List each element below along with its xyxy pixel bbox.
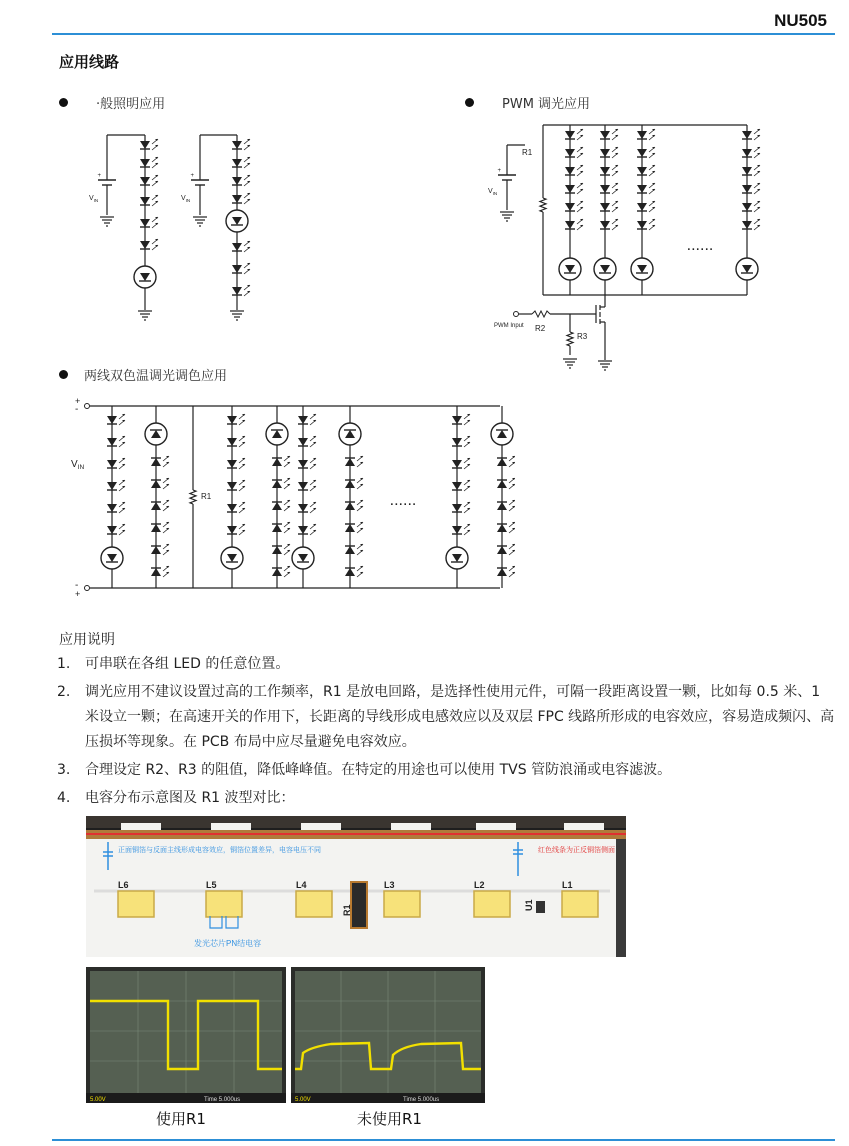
led-diode [107, 524, 125, 535]
regulator-ic [221, 547, 243, 569]
regulator-ic [134, 266, 156, 288]
led-diode [232, 157, 250, 168]
regulator-ic [594, 258, 616, 280]
pwm-input-label: PWM Input [494, 323, 524, 329]
r3-label: R3 [577, 332, 588, 341]
pcb-led-label: L2 [474, 880, 485, 890]
bullet-general-lighting [59, 93, 165, 112]
note-item [57, 786, 837, 811]
led-diode [151, 456, 169, 467]
bullet-icon [59, 98, 68, 107]
led-diode [565, 219, 583, 230]
led-diode [107, 480, 125, 491]
led-diode [742, 165, 760, 176]
bullet-label: PWM 调光应用 [502, 97, 591, 112]
led-diode [600, 219, 618, 230]
pcb-led-label: L6 [118, 880, 129, 890]
led-diode [151, 522, 169, 533]
led-diode [298, 414, 316, 425]
led-diode [565, 201, 583, 212]
caption-with-r1: 使用R1 [156, 1110, 206, 1128]
led-diode [151, 544, 169, 555]
led-diode [140, 239, 158, 250]
vin-label: $V_{IN}$ [181, 195, 191, 203]
r2-resistor [532, 311, 550, 317]
led-diode [298, 502, 316, 513]
led-diode [345, 456, 363, 467]
led-diode [565, 183, 583, 194]
dual-cct-circuit [65, 390, 515, 600]
led-diode [452, 480, 470, 491]
led-diode [742, 219, 760, 230]
general-lighting-circuit [85, 125, 270, 325]
led-diode [637, 147, 655, 158]
led-diode [345, 566, 363, 577]
led-diode [452, 436, 470, 447]
regulator-ic [145, 423, 167, 445]
r2-label: R2 [535, 324, 546, 333]
led-diode [565, 129, 583, 140]
caption-without-r1: 未使用R1 [357, 1110, 422, 1128]
pcb-led-label: L3 [384, 880, 395, 890]
regulator-ic [631, 258, 653, 280]
plus-sign: + [97, 173, 101, 179]
led-diode [272, 456, 290, 467]
pcb-led-label: L1 [562, 880, 573, 890]
led-diode [140, 175, 158, 186]
led-diode [140, 217, 158, 228]
r3-resistor [567, 323, 573, 355]
led-diode [227, 502, 245, 513]
bullet-icon [59, 370, 68, 379]
pcb-illustration [86, 816, 626, 957]
led-diode [600, 147, 618, 158]
plus-sign: + [75, 589, 81, 599]
led-diode [742, 147, 760, 158]
led-diode [232, 241, 250, 252]
footer-rule [52, 1139, 835, 1141]
led-diode [565, 165, 583, 176]
regulator-ic [339, 423, 361, 445]
led-diode [742, 129, 760, 140]
led-diode [452, 524, 470, 535]
pcb-pn-annotation: 发光芯片PN结电容 [194, 939, 262, 948]
r1-resistor [540, 125, 546, 285]
pwm-input-terminal [514, 312, 519, 317]
led-diode [227, 458, 245, 469]
header-rule [52, 33, 835, 35]
battery-symbol [191, 180, 209, 185]
led-diode [151, 500, 169, 511]
note-number: 4. [57, 790, 71, 806]
led-diode [600, 165, 618, 176]
regulator-ic [559, 258, 581, 280]
note-item [57, 758, 837, 783]
part-number: NU505 [774, 11, 827, 30]
scope-time-label: Time 5.000us [204, 1097, 241, 1103]
led-diode [298, 524, 316, 535]
bullet-pwm-dimming [465, 93, 590, 112]
led-diode [637, 183, 655, 194]
bullet-label: 两线双色温调光调色应用 [84, 369, 228, 384]
scope-with-r1 [86, 967, 286, 1103]
vin-label: $V_{IN}$ [71, 459, 85, 471]
notes-title: 应用说明 [59, 632, 115, 648]
led-diode [497, 566, 515, 577]
note-item [57, 680, 837, 755]
regulator-ic [101, 547, 123, 569]
led-diode [345, 522, 363, 533]
led-diode [272, 500, 290, 511]
plus-sign: + [190, 173, 194, 179]
pcb-photo [86, 816, 626, 957]
terminal-top [85, 404, 90, 409]
battery-symbol [98, 180, 116, 185]
led-diode [742, 201, 760, 212]
led-diode [232, 193, 250, 204]
led-diode [600, 183, 618, 194]
battery-symbol [498, 175, 516, 180]
note-text: 合理设定 R2、R3 的阻值，降低峰峰值。在特定的用途也可以使用 TVS 管防浪涌或电容滤波。 [85, 762, 672, 778]
led-diode [140, 139, 158, 150]
led-diode [345, 478, 363, 489]
led-diode [151, 478, 169, 489]
pcb-led-label: L5 [206, 880, 217, 890]
vin-label: $V_{IN}$ [488, 188, 498, 196]
led-diode [107, 458, 125, 469]
pcb-red-annotation: 红色线条为正反铜箔侧面 [538, 847, 615, 854]
regulator-ic [292, 547, 314, 569]
note-text: 可串联在各组 LED 的任意位置。 [85, 656, 290, 672]
regulator-ic [226, 210, 248, 232]
led-diode [600, 129, 618, 140]
pcb-ic-label: U1 [524, 899, 534, 911]
led-diode [298, 436, 316, 447]
note-number: 3. [57, 762, 71, 778]
section-title: 应用线路 [59, 53, 120, 71]
r1-label: R1 [201, 492, 212, 501]
scope-volt-label: 5.00V [295, 1097, 311, 1103]
led-diode [452, 502, 470, 513]
led-diode [452, 458, 470, 469]
led-diode [227, 524, 245, 535]
led-diode [140, 195, 158, 206]
led-diode [151, 566, 169, 577]
led-diode [637, 165, 655, 176]
led-diode [298, 458, 316, 469]
led-diode [107, 436, 125, 447]
regulator-ic [491, 423, 513, 445]
pcb-cap-annotation: 正面铜箔与反面主线形成电容效应，铜箔位置差异，电容电压不同 [118, 847, 321, 854]
scope-waveform [291, 967, 485, 1103]
minus-sign: - [75, 580, 79, 591]
plus-sign: + [497, 168, 501, 174]
regulator-ic [736, 258, 758, 280]
regulator-ic [446, 547, 468, 569]
led-diode [345, 544, 363, 555]
led-diode [600, 201, 618, 212]
plus-sign: + [75, 396, 81, 406]
led-diode [227, 480, 245, 491]
led-diode [232, 139, 250, 150]
led-diode [637, 129, 655, 140]
led-diode [497, 544, 515, 555]
led-diode [742, 183, 760, 194]
bullet-dual-cct [59, 365, 227, 384]
led-diode [637, 219, 655, 230]
led-diode [497, 522, 515, 533]
note-number: 2. [57, 684, 71, 700]
note-text: 调光应用不建议设置过高的工作频率，R1 是放电回路，是选择性使用元件，可隔一段距离设置一颗，比如每 0.5 米、1 米设立一颗；在高速开关的作用下，长距离的导线形成电感效应以及双层 FPC 线路所形成的电容效应，容易造成频闪、高压损坏等现象。在 PCB 布局中应尽量避免电容效应。 [85, 684, 835, 750]
led-diode [227, 436, 245, 447]
led-diode [232, 263, 250, 274]
led-diode [227, 414, 245, 425]
pcb-led-label: L4 [296, 880, 307, 890]
led-diode [497, 500, 515, 511]
ellipsis-label: ...... [686, 237, 714, 254]
note-item [57, 652, 837, 677]
pwm-dimming-circuit [480, 115, 785, 375]
minus-sign: - [75, 404, 79, 415]
bullet-icon [465, 98, 474, 107]
scope-waveform [86, 967, 286, 1103]
bullet-label: ·般照明应用 [96, 97, 166, 112]
led-diode [497, 456, 515, 467]
regulator-ic [266, 423, 288, 445]
scope-volt-label: 5.00V [90, 1097, 106, 1103]
led-diode [345, 500, 363, 511]
notes-list [57, 652, 837, 814]
led-diode [497, 478, 515, 489]
led-diode [298, 480, 316, 491]
led-diode [272, 522, 290, 533]
led-diode [637, 201, 655, 212]
scope-without-r1 [291, 967, 485, 1103]
ellipsis-label: ...... [389, 492, 417, 509]
r1-resistor [190, 406, 196, 588]
led-diode [107, 414, 125, 425]
vin-label: $V_{IN}$ [89, 195, 99, 203]
terminal-bottom [85, 586, 90, 591]
r1-label: R1 [522, 148, 533, 157]
led-diode [140, 157, 158, 168]
led-diode [452, 414, 470, 425]
note-text: 电容分布示意图及 R1 波型对比： [85, 790, 295, 806]
led-diode [272, 544, 290, 555]
pcb-resistor-label: R1 [342, 904, 352, 916]
led-diode [107, 502, 125, 513]
note-number: 1. [57, 656, 71, 672]
led-diode [565, 147, 583, 158]
led-diode [232, 285, 250, 296]
led-diode [272, 566, 290, 577]
led-diode [272, 478, 290, 489]
led-diode [232, 175, 250, 186]
scope-time-label: Time 5.000us [403, 1097, 440, 1103]
